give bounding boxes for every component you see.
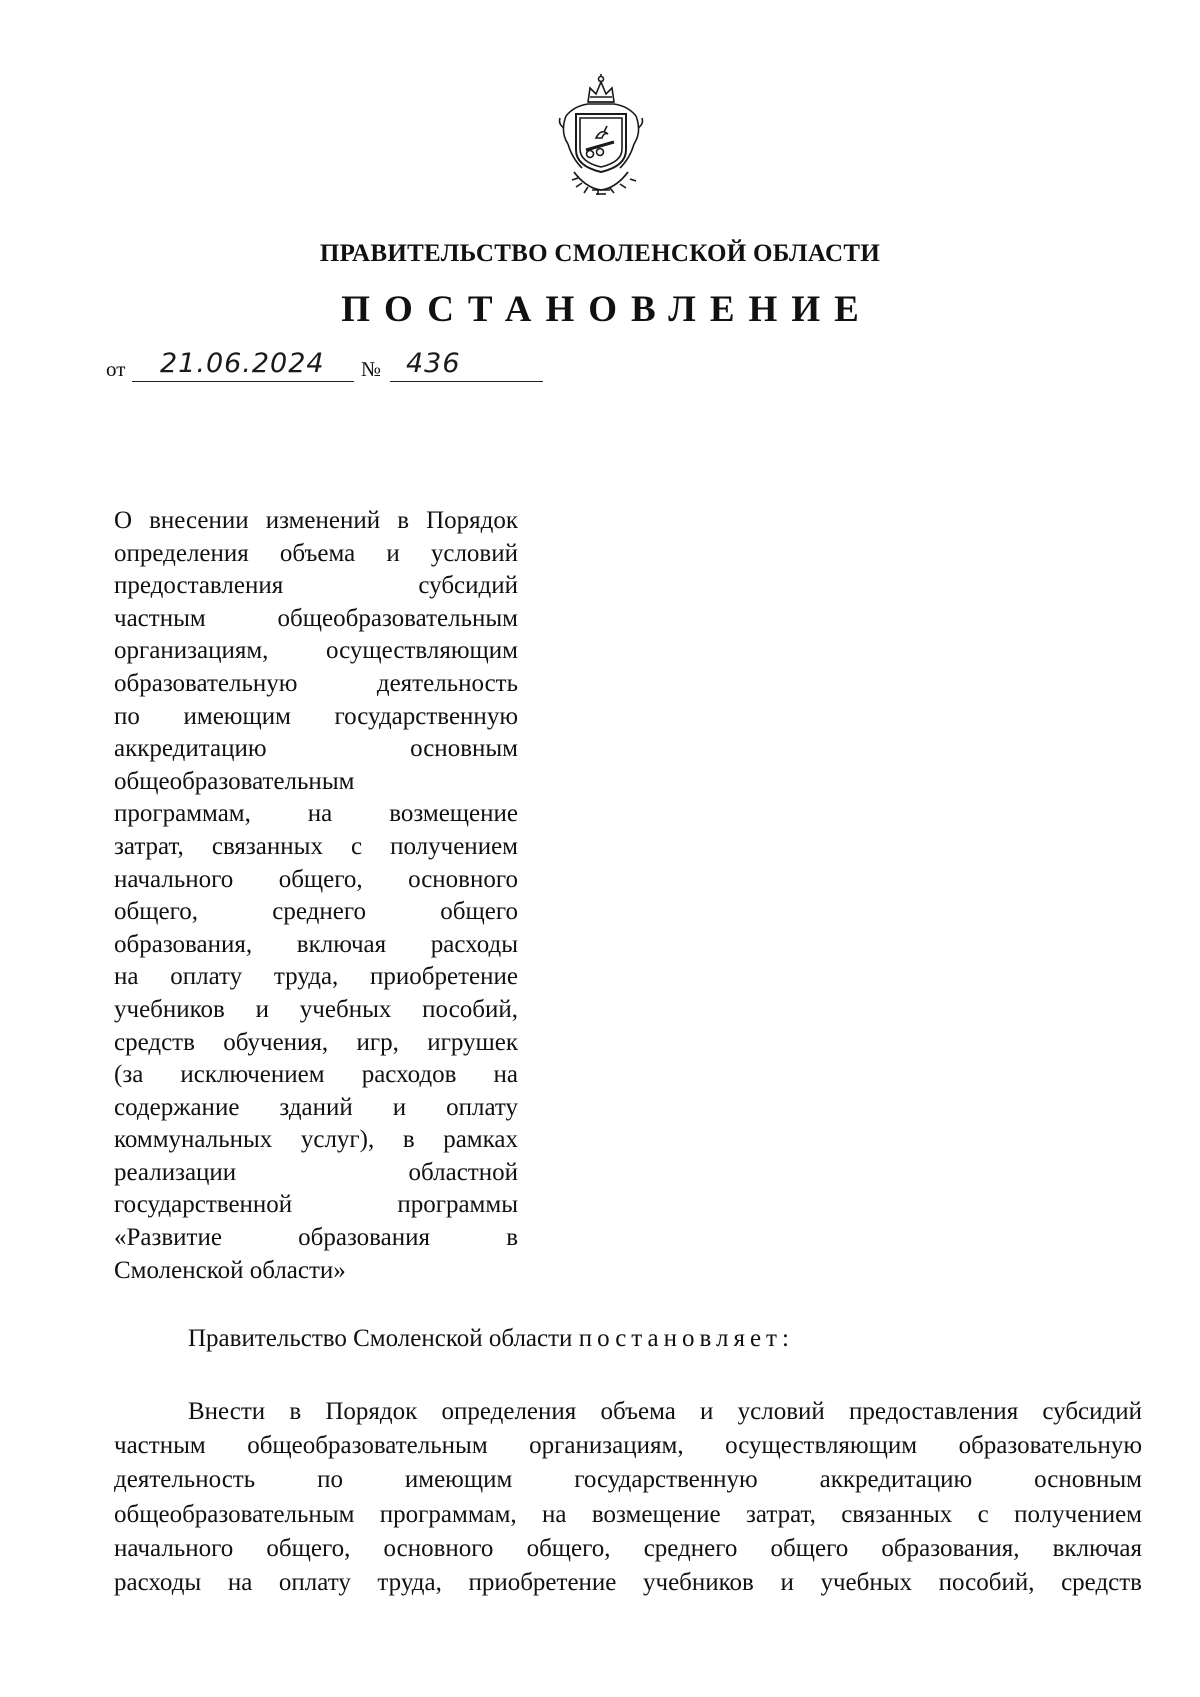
body-line: деятельность по имеющим государственную аккредитацию основным [114,1466,1142,1494]
number-label: № [361,357,382,381]
date-label: от [106,357,126,381]
subject-line: частным общеобразовательным [114,604,518,632]
resolution-verb: постановляет: [578,1325,794,1352]
subject-line: предоставления субсидий [114,572,518,600]
subject-line: государственной программы [114,1191,518,1219]
subject-line: программам, на возмещение [114,800,518,828]
subject-line: затрат, связанных с получением [114,832,518,860]
subject-line: средств обучения, игр, игрушек [114,1028,518,1056]
body-line: расходы на оплату труда, приобретение учебников и учебных пособий, средств [114,1568,1142,1596]
body-line: Внести в Порядок определения объема и условий предоставления субсидий [188,1398,1142,1425]
subject-line: О внесении изменений в Порядок [114,507,518,534]
body-paragraph [114,1395,1142,1600]
subject-line: реализации областной [114,1158,518,1186]
subject-line: коммунальных услуг), в рамках [114,1126,518,1154]
handwritten-date: 21.06.2024 [160,348,325,379]
subject-line: на оплату труда, приобретение [114,963,518,991]
resolution-phrase [188,1325,794,1353]
subject-line: содержание зданий и оплату [114,1093,518,1121]
organization-title: ПРАВИТЕЛЬСТВО СМОЛЕНСКОЙ ОБЛАСТИ [319,240,881,267]
document-subject [114,505,518,1287]
subject-line: организациям, осуществляющим [114,637,518,665]
subject-line: учебников и учебных пособий, [114,995,518,1023]
body-line: частным общеобразовательным организациям, осуществляющим образовательную [114,1432,1142,1460]
subject-line: образования, включая расходы [114,930,518,958]
body-line: начального общего, основного общего, среднего общего образования, включая [114,1534,1142,1562]
coat-of-arms-icon [552,72,650,200]
subject-line: образовательную деятельность [114,669,518,697]
body-line: общеобразовательным программам, на возмещение затрат, связанных с получением [114,1500,1142,1528]
subject-line: определения объема и условий [114,539,518,567]
subject-line: «Развитие образования в [114,1224,518,1252]
subject-line: аккредитацию основным [114,735,518,763]
subject-line: (за исключением расходов на [114,1061,518,1089]
handwritten-number: 436 [406,348,461,379]
subject-line: начального общего, основного [114,865,518,893]
date-number-line [106,348,546,388]
subject-line: по имеющим государственную [114,702,518,730]
resolution-subject: Правительство Смоленской области [188,1325,573,1352]
subject-line: общеобразовательным [114,767,355,795]
subject-line: Смоленской области» [114,1256,346,1284]
document-type-title: ПОСТАНОВЛЕНИЕ [341,289,873,330]
subject-line: общего, среднего общего [114,898,518,926]
number-field [390,348,543,382]
date-field [132,348,354,382]
